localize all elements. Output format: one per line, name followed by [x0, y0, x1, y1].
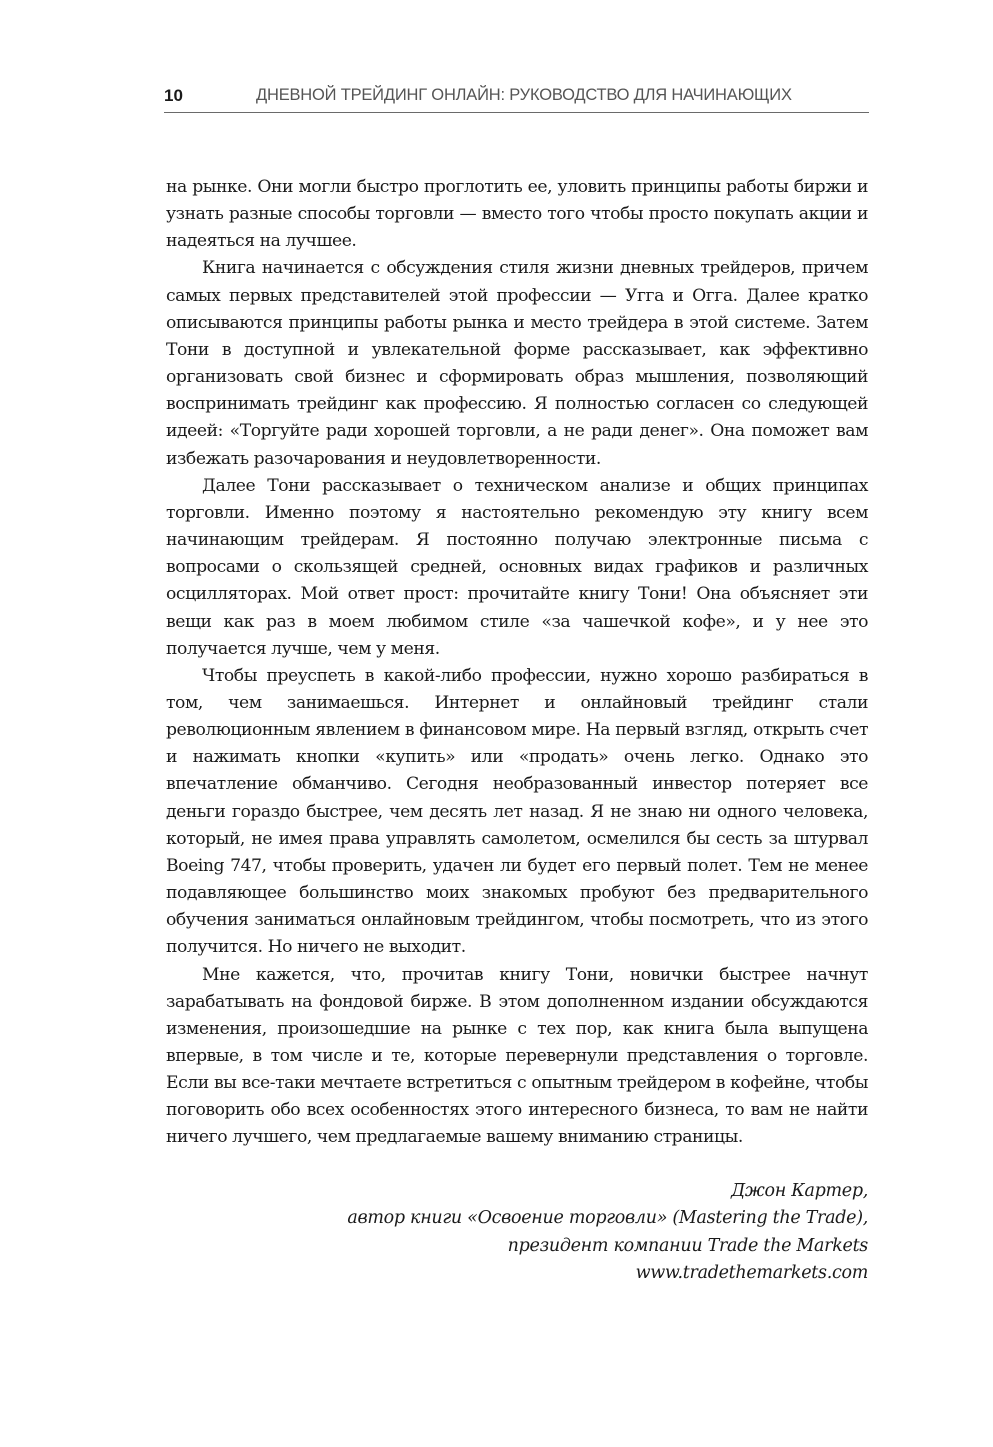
- running-header: [164, 84, 869, 113]
- paragraph-continued: на рынке. Они могли быстро проглотить ее, уловить принципы работы биржи и узнать разные способы торговли — вместо того чтобы просто покупать акции и надеяться на лучшее.: [166, 177, 868, 252]
- paragraph: Далее Тони рассказывает о техническом анализе и общих принципах торговли. Именно поэтому я настоятельно рекомендую эту книгу всем начинающим трейдерам. Я постоянно получаю электронные письма с вопросами о скользящей средней, основных видах графиков и различных осцилляторах. Мой ответ прост: прочитайте книгу Тони! Она объясняет эти вещи как раз в моем любимом стиле «за чашечкой кофе», и у нее это получается лучше, чем у меня.: [166, 475, 868, 659]
- signature-company: президент компании Trade the Markets: [507, 1235, 868, 1256]
- paragraph: Чтобы преуспеть в какой-либо профессии, нужно хорошо разбираться в том, чем занимаешься. Интернет и онлайновый трейдинг стали революционным явлением в финансовом мире. На первый взгляд, открыть счет и нажимать кнопки «купить» или «продать» очень легко. Однако это впечатление обманчиво. Сегодня необразованный инвестор потеряет все деньги гораздо быстрее, чем десять лет назад. Я не знаю ни одного человека, который, не имея права управлять самолетом, осмелился бы сесть за штурвал Boeing 747, чтобы проверить, удачен ли будет его первый полет. Тем не менее подавляющее большинство моих знакомых пробуют без предварительного обучения заниматься онлайновым трейдингом, чтобы посмотреть, что из этого получится. Но ничего не выходит.: [166, 665, 868, 958]
- paragraph: Мне кажется, что, прочитав книгу Тони, новички быстрее начнут зарабатывать на фондовой бирже. В этом дополненном издании обсуждаются изменения, произошедшие на рынке с тех пор, как книга была выпущена впервые, в том числе и те, которые перевернули представления о торговле. Если вы все-таки мечтаете встретиться с опытным трейдером в кофейне, чтобы поговорить обо всех особенностях этого интересного бизнеса, то вам не найти ничего лучшего, чем предлагаемые вашему вниманию страницы.: [166, 964, 868, 1148]
- signature-role: автор книги «Освоение торговли» (Mastering the Trade),: [347, 1208, 868, 1229]
- page-number: 10: [164, 86, 183, 105]
- body-text: [166, 174, 868, 1152]
- paragraph: Книга начинается с обсуждения стиля жизни дневных трейдеров, причем самых первых представителей этой профессии — Угга и Огга. Далее кратко описываются принципы работы рынка и место трейдера в этой системе. Затем Тони в доступной и увлекательной форме рассказывает, как эффективно организовать свой бизнес и сформировать образ мышления, позволяющий воспринимать трейдинг как профессию. Я полностью согласен со следующей идеей: «Торгуйте ради хорошей торговли, а не ради денег». Она поможет вам избежать разочарования и неудовлетворенности.: [166, 258, 868, 469]
- signature-name: Джон Картер,: [730, 1181, 868, 1201]
- running-title: ДНЕВНОЙ ТРЕЙДИНГ ОНЛАЙН: РУКОВОДСТВО ДЛЯ НАЧИНАЮЩИХ: [256, 86, 792, 104]
- signature-website: www.tradethemarkets.com: [635, 1263, 868, 1284]
- signature-block: [248, 1178, 868, 1288]
